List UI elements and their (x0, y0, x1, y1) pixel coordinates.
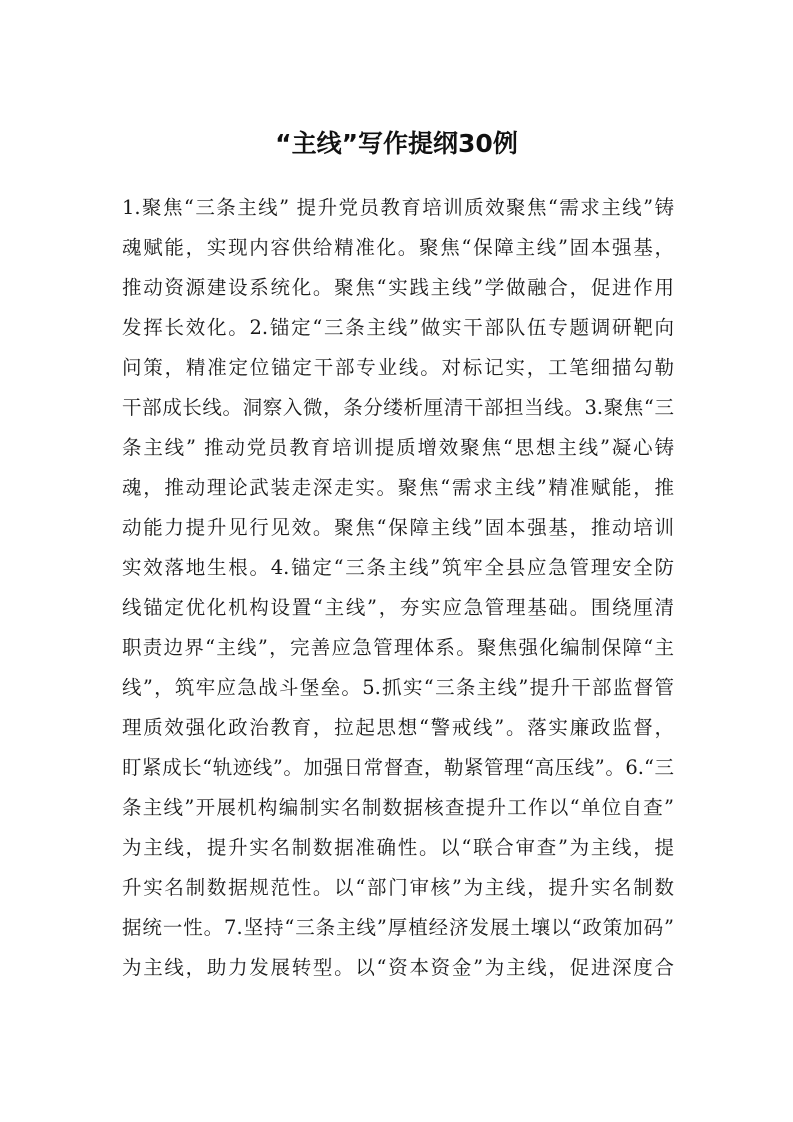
body-line: 1.聚焦“三条主线” 提升党员教育培训质效聚焦“需求主线”铸 (122, 196, 674, 219)
body-line: 盯紧成长“轨迹线”。加强日常督查，勒紧管理“高压线”。6.“三 (122, 756, 674, 779)
document-body (122, 188, 674, 988)
body-line: 职责边界“主线”，完善应急管理体系。聚焦强化编制保障“主 (122, 636, 674, 659)
body-line: 问策，精准定位锚定干部专业线。对标记实，工笔细描勾勒 (122, 356, 674, 379)
body-line: 为主线，助力发展转型。以“资本资金”为主线，促进深度合 (122, 956, 674, 979)
document-title: “主线”写作提纲30例 (275, 129, 518, 158)
body-line: 发挥长效化。2.锚定“三条主线”做实干部队伍专题调研靶向 (122, 316, 674, 339)
body-line: 条主线” 推动党员教育培训提质增效聚焦“思想主线”凝心铸 (122, 436, 674, 459)
body-line: 线”，筑牢应急战斗堡垒。5.抓实“三条主线”提升干部监督管 (122, 676, 674, 699)
body-line: 魂赋能，实现内容供给精准化。聚焦“保障主线”固本强基， (122, 236, 674, 259)
body-line: 线锚定优化机构设置“主线”，夯实应急管理基础。围绕厘清 (122, 596, 674, 619)
body-line: 理质效强化政治教育，拉起思想“警戒线”。落实廉政监督， (122, 716, 674, 739)
body-line: 干部成长线。洞察入微，条分缕析厘清干部担当线。3.聚焦“三 (122, 396, 674, 419)
body-line: 升实名制数据规范性。以“部门审核”为主线，提升实名制数 (122, 876, 674, 899)
body-line: 魂，推动理论武装走深走实。聚焦“需求主线”精准赋能，推 (122, 476, 674, 499)
body-line: 为主线，提升实名制数据准确性。以“联合审查”为主线，提 (122, 836, 674, 859)
body-line: 据统一性。7.坚持“三条主线”厚植经济发展土壤以“政策加码” (122, 916, 674, 939)
body-line: 推动资源建设系统化。聚焦“实践主线”学做融合，促进作用 (122, 276, 674, 299)
body-line: 动能力提升见行见效。聚焦“保障主线”固本强基，推动培训 (122, 516, 674, 539)
body-line: 实效落地生根。4.锚定“三条主线”筑牢全县应急管理安全防 (122, 556, 674, 579)
body-line: 条主线”开展机构编制实名制数据核查提升工作以“单位自查” (122, 796, 674, 819)
